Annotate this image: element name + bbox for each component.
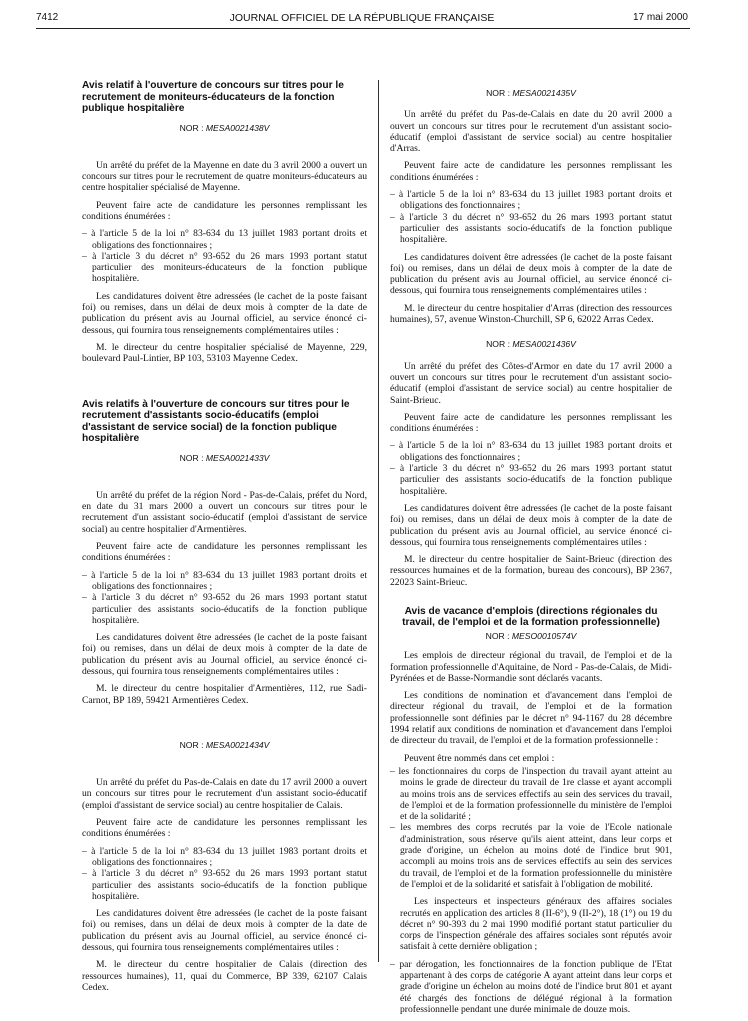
list-item: – par dérogation, les fonctionnaires de la fonction publique de l'Etat appartenant à des corps de catégorie A ayant atteint dans leur corps et grade d'origine un échelon au moins doté de l'indice brut 801 et ayant été chargés des fonctions de délégué régional à la formation professionnelle pendant une durée minimale de douze mois.: [390, 958, 672, 1015]
conditions-list: [82, 570, 367, 626]
paragraph: Peuvent faire acte de candidature les personnes remplissant les conditions énumérées :: [390, 160, 672, 183]
list-item: – à l'article 5 de la loi n° 83-634 du 13 juillet 1983 portant droits et obligations des fonctionnaires ;: [390, 440, 672, 463]
paragraph: Un arrêté du préfet des Côtes-d'Armor en date du 17 avril 2000 a ouvert un concours sur titres pour le recrutement d'un assistant socio-éducatif (emploi d'assistant de service social) au centre hospitalier de Saint-Brieuc.: [390, 360, 672, 406]
paragraph: Les candidatures doivent être adressées (le cachet de la poste faisant foi) ou remises, dans un délai de deux mois à compter de la date de publication du présent avis au Journal officiel, au service énoncé ci-dessous, qui fournira tous renseignements complémentaires utiles :: [82, 908, 367, 954]
nor-reference: NOR : MESA0021435V: [486, 88, 576, 98]
paragraph: Les candidatures doivent être adressées (le cachet de la poste faisant foi) ou remises, dans un délai de deux mois à compter de la date de publication du présent avis au Journal officiel, au service énoncé ci-dessous, qui fournira tous renseignements complémentaires utiles :: [390, 251, 672, 297]
list-item: – à l'article 5 de la loi n° 83-634 du 13 juillet 1983 portant droits et obligations des fonctionnaires ;: [82, 845, 367, 868]
page-header: [36, 12, 688, 28]
column-divider: [378, 80, 379, 962]
eligibility-list: [390, 959, 672, 1015]
list-item: – à l'article 3 du décret n° 93-652 du 26 mars 1993 portant statut particulier des assistants socio-éducatifs de la fonction publique hospitalière.: [390, 463, 672, 497]
nor-reference: NOR : MESA0021438V: [179, 122, 270, 133]
paragraph: Un arrêté du préfet du Pas-de-Calais en date du 20 avril 2000 a ouvert un concours sur titres pour le recrutement d'un assistant socio-éducatif (emploi d'assistant de service social) au centre hospitalier d'Arras.: [390, 109, 672, 155]
conditions-list: [82, 846, 367, 902]
nor-code: MESA0021433V: [205, 452, 270, 463]
address-paragraph: M. le directeur du centre hospitalier d'Armentières, 112, rue Sadi-Carnot, BP 189, 59421 Armentières Cedex.: [82, 683, 367, 706]
list-item: – les fonctionnaires du corps de l'inspection du travail ayant atteint au moins le grade de directeur du travail de 1re classe et ayant accompli au moins trois ans de services effectifs au sein des services du travail, de l'emploi et de la formation professionnelle du ministère de l'emploi et de la solidarité ;: [390, 765, 672, 823]
paragraph: Les conditions de nomination et d'avancement dans l'emploi de directeur régional du travail, de l'emploi et de la formation professionnelle sont définies par le décret n° 94-1167 du 28 décembre 1994 relatif aux conditions de nomination et d'avancement dans l'emploi de directeur du travail, de l'emploi et de la formation professionnelle :: [390, 690, 672, 747]
paragraph: Les inspecteurs et inspecteurs généraux des affaires sociales recrutés en application des articles 8 (II-6°), 9 (II-2°), 18 (1°) ou 19 du décret n° 90-393 du 2 mai 1990 modifié portant statut particulier du corps de l'inspection générale des affaires sociales sont réputés avoir satisfait à cette dernière obligation ;: [400, 896, 672, 953]
right-column: [390, 88, 672, 1021]
paragraph: Un arrêté du préfet de la Mayenne en date du 3 avril 2000 a ouvert un concours sur titres pour le recrutement de quatre moniteurs-éducateurs au centre hospitalier spécialisé de Mayenne.: [82, 159, 367, 194]
conditions-list: [82, 228, 367, 284]
list-item: – à l'article 3 du décret n° 93-652 du 26 mars 1993 portant statut particulier des moniteurs-éducateurs de la fonction publique hospitalière.: [82, 250, 367, 285]
conditions-list: [390, 440, 672, 496]
conditions-list: [390, 189, 672, 245]
list-item: – les membres des corps recrutés par la voie de l'Ecole nationale d'administration, sous réserve qu'ils aient atteint, dans leur corps et grade d'origine, un échelon au moins doté de l'indice brut 901, accompli au moins trois ans de services effectifs au sein des services du travail, de l'emploi et de la formation professionnelle du ministère de l'emploi et de la solidarité et satisfait à l'obligation de mobilité.: [390, 822, 672, 890]
paragraph: Un arrêté du préfet du Pas-de-Calais en date du 17 avril 2000 a ouvert un concours sur titres pour le recrutement d'un assistant socio-éducatif (emploi d'assistant de service social) au centre hospitalier de Calais.: [82, 777, 367, 811]
paragraph: Peuvent faire acte de candidature les personnes remplissant les conditions énumérées :: [390, 411, 672, 435]
header-rule: [36, 28, 690, 29]
address-paragraph: M. le directeur du centre hospitalier de Saint-Brieuc (direction des ressources humaines et de la formation, bureau des concours), BP 2367, 22023 Saint-Brieuc.: [390, 554, 672, 588]
notice-vacance-emplois: [390, 606, 672, 1015]
paragraph: Peuvent faire acte de candidature les personnes remplissant les conditions énumérées :: [82, 541, 367, 564]
nor-reference: NOR : MESA0021436V: [486, 339, 576, 350]
nor-code: MESA0021436V: [512, 339, 576, 350]
notice-title: Avis relatifs à l'ouverture de concours sur titres pour le recrutement d'assistants socio-éducatifs (emploi d'assistant de service social) de la fonction publique hospitalière: [82, 398, 350, 445]
notice-moniteurs-educateurs: [82, 80, 367, 365]
page-number: 7412: [36, 12, 59, 23]
paragraph: Les candidatures doivent être adressées (le cachet de la poste faisant foi) ou remises, dans un délai de deux mois à compter de la date de publication du présent avis au Journal officiel, au service énoncé ci-dessous, qui fournira tous renseignements complémentaires utiles :: [82, 632, 367, 677]
nor-code: MESA0021434V: [205, 739, 270, 750]
notice-title: Avis relatif à l'ouverture de concours sur titres pour le recrutement de moniteurs-éducateurs de la fonction publique hospitalière: [82, 80, 344, 114]
nor-reference: NOR : MESA0021433V: [179, 452, 270, 463]
notice-armentieres: [82, 399, 367, 706]
list-item: – à l'article 3 du décret n° 93-652 du 26 mars 1993 portant statut particulier des assistants socio-éducatifs de la fonction publique hospitalière.: [82, 592, 367, 626]
paragraph: Les emplois de directeur régional du travail, de l'emploi et de la formation professionnelle d'Aquitaine, de Nord - Pas-de-Calais, de Midi-Pyrénées et de Basse-Normandie sont déclarés vacants.: [390, 650, 672, 684]
nor-code: MESO0010574V: [511, 630, 577, 641]
paragraph: Peuvent être nommés dans cet emploi :: [404, 752, 555, 764]
paragraph: Un arrêté du préfet de la région Nord - Pas-de-Calais, préfet du Nord, en date du 31 mars 2000 a ouvert un concours sur titres pour le recrutement d'un assistant socio-éducatif (emploi d'assistant de service social) au centre hospitalier d'Armentières.: [82, 489, 367, 535]
list-item: – à l'article 5 de la loi n° 83-634 du 13 juillet 1983 portant droits et obligations des fonctionnaires ;: [82, 569, 367, 592]
address-paragraph: M. le directeur du centre hospitalier spécialisé de Mayenne, 229, boulevard Paul-Lintier, BP 103, 53103 Mayenne Cedex.: [82, 341, 367, 365]
address-paragraph: M. le directeur du centre hospitalier de Calais (direction des ressources humaines), 11, quai du Commerce, BP 339, 62107 Calais Cedex.: [82, 959, 367, 993]
notice-saint-brieuc: [390, 339, 672, 588]
journal-title: JOURNAL OFFICIEL DE LA RÉPUBLIQUE FRANÇAISE: [229, 12, 495, 24]
notice-arras: [390, 88, 672, 325]
paragraph: Les candidatures doivent être adressées (le cachet de la poste faisant foi) ou remises, dans un délai de deux mois à compter de la date de publication du présent avis au Journal officiel, au service énoncé ci-dessous, qui fournira tous renseignements complémentaires utiles :: [390, 502, 672, 548]
nor-reference: NOR : MESO0010574V: [485, 630, 577, 641]
paragraph: Peuvent faire acte de candidature les personnes remplissant les conditions énumérées :: [82, 817, 367, 840]
list-item: – à l'article 5 de la loi n° 83-634 du 13 juillet 1983 portant droits et obligations des fonctionnaires ;: [390, 189, 672, 212]
nor-code: MESA0021435V: [512, 88, 576, 98]
notice-calais: [82, 740, 367, 993]
list-item: – à l'article 3 du décret n° 93-652 du 26 mars 1993 portant statut particulier des assistants socio-éducatifs de la fonction publique hospitalière.: [82, 868, 367, 902]
notice-title: Avis de vacance d'emplois (directions régionales du travail, de l'emploi et de la formation professionnelle): [402, 605, 660, 629]
left-column: [82, 80, 367, 999]
list-item: – à l'article 3 du décret n° 93-652 du 26 mars 1993 portant statut particulier des assistants socio-éducatifs de la fonction publique hospitalière.: [390, 211, 672, 246]
paragraph: Les candidatures doivent être adressées (le cachet de la poste faisant foi) ou remises, dans un délai de deux mois à compter de la date de publication du présent avis au Journal officiel, au service énoncé ci-dessous, qui fournira tous renseignements complémentaires utiles :: [82, 290, 367, 336]
eligibility-list: [390, 766, 672, 890]
nor-code: MESA0021438V: [205, 122, 270, 133]
list-item: – à l'article 5 de la loi n° 83-634 du 13 juillet 1983 portant droits et obligations des fonctionnaires ;: [82, 228, 367, 251]
address-paragraph: M. le directeur du centre hospitalier d'Arras (direction des ressources humaines), 57, avenue Winston-Churchill, SP 6, 62022 Arras Cedex.: [390, 302, 672, 326]
issue-date: 17 mai 2000: [632, 12, 688, 23]
nor-reference: NOR : MESA0021434V: [179, 739, 270, 750]
paragraph: Peuvent faire acte de candidature les personnes remplissant les conditions énumérées :: [82, 199, 367, 222]
